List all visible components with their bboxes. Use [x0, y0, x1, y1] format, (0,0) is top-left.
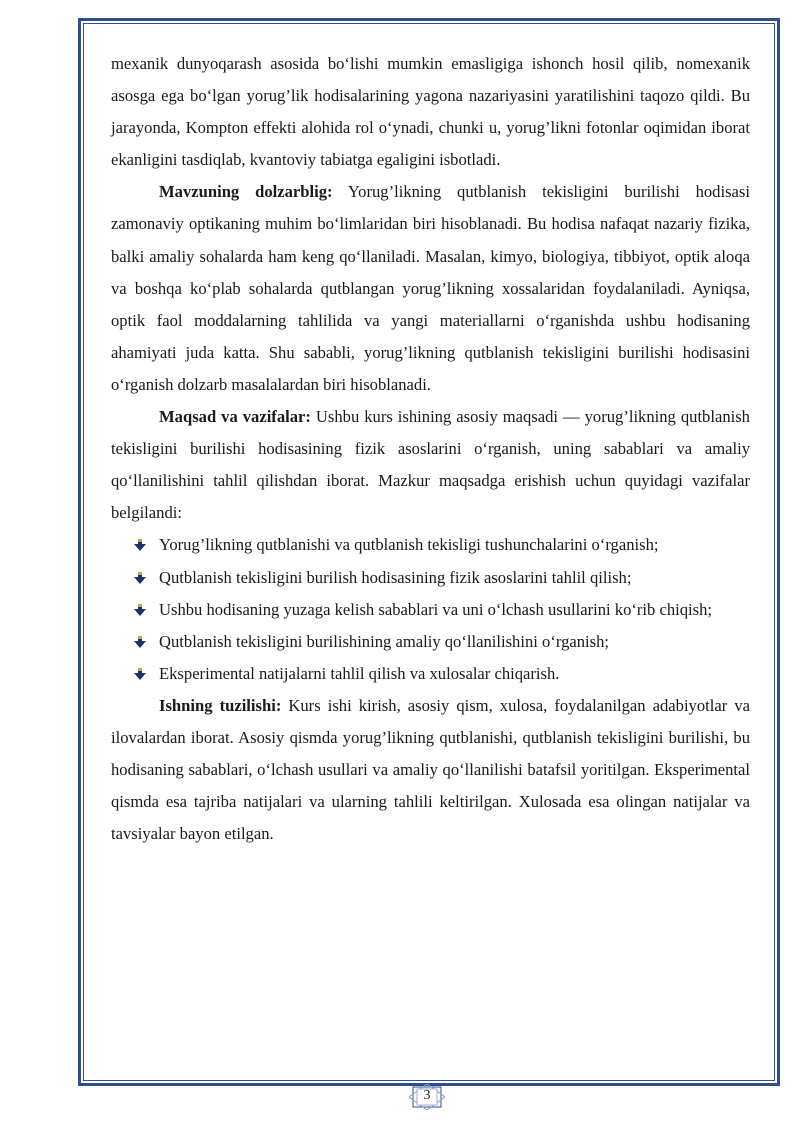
task-text: Qutblanish tekisligini burilish hodisasining fizik asoslarini tahlil qilish;: [159, 567, 632, 587]
list-item: [159, 594, 750, 626]
task-text: Yorug’likning qutblanishi va qutblanish tekisligi tushunchalarini o‘rganish;: [159, 535, 659, 555]
structure-paragraph: [111, 690, 750, 850]
task-text: Ushbu hodisaning yuzaga kelish sabablari va uni o‘lchash usullarini ko‘rib chiqish;: [159, 599, 713, 619]
list-item: [159, 529, 750, 561]
arrow-bullet-icon: [133, 635, 147, 649]
list-item: [159, 562, 750, 594]
arrow-bullet-icon: [133, 571, 147, 585]
list-item: [159, 658, 750, 690]
task-text: Eksperimental natijalarni tahlil qilish va xulosalar chiqarish.: [159, 663, 560, 683]
relevance-text: Yorug’likning qutblanish tekisligini burilishi hodisasi zamonaviy optikaning muhim bo‘limlaridan biri hisoblanadi. Bu hodisa nafaqat nazariy fizika, balki amaliy sohalarda ham keng qo‘llaniladi. Masalan, kimyo, biologiya, tibbiyot, optik aloqa va boshqa ko‘plab sohalarda qutblangan yorug’likning xossalaridan foydalaniladi. Ayniqsa, optik faol moddalarning tahlilida va yangi materiallarni o‘rganishda ushbu hodisaning ahamiyati juda katta. Shu sababli, yorug’likning qutblanish tekisligini burilishi hodisasini o‘rganish dolzarb masalalardan biri hisoblanadi.: [111, 182, 750, 394]
arrow-bullet-icon: [133, 667, 147, 681]
arrow-bullet-icon: [133, 538, 147, 552]
relevance-paragraph: [111, 176, 750, 401]
page-number: 3: [423, 1088, 431, 1103]
tasks-list: [111, 529, 750, 689]
arrow-bullet-icon: [133, 603, 147, 617]
list-item: [159, 626, 750, 658]
goals-paragraph: [111, 401, 750, 529]
goals-heading: Maqsad va vazifalar:: [159, 407, 311, 427]
goals-text: Ushbu kurs ishining asosiy maqsadi — yorug’likning qutblanish tekisligini burilishi hodisasining fizik asoslarini o‘rganish, uning sabablari va amaliy qo‘llanilishini tahlil qilishdan iborat. Mazkur maqsadga erishish uchun quyidagi vazifalar belgilandi:: [111, 407, 750, 523]
intro-paragraph: mexanik dunyoqarash asosida bo‘lishi mumkin emasligiga ishonch hosil qilib, nomexanik asosga ega bo‘lgan yorug’lik hodisalarining yagona nazariyasini yaratilishini taqozo qildi. Bu jarayonda, Kompton effekti alohida rol o‘ynadi, chunki u, yorug’likni fotonlar oqimidan iborat ekanligini tasdiqlab, kvantoviy tabiatga egaligini isbotladi.: [111, 54, 750, 170]
structure-heading: Ishning tuzilishi:: [159, 695, 282, 715]
page-content: [111, 48, 750, 850]
relevance-heading: Mavzuning dolzarblig:: [159, 182, 333, 202]
task-text: Qutblanish tekisligini burilishining amaliy qo‘llanilishini o‘rganish;: [159, 631, 610, 651]
structure-text: Kurs ishi kirish, asosiy qism, xulosa, foydalanilgan adabiyotlar va ilovalardan iborat. Asosiy qismda yorug’likning qutblanishi, qutblanish tekisligini burilishi, bu hodisaning sabablari, o‘lchash usullari va amaliy qo‘llanilishi batafsil yoritilgan. Eksperimental qismda esa tajriba natijalari va ularning tahlili keltirilgan. Xulosada esa olingan natijalar va tavsiyalar bayon etilgan.: [111, 695, 750, 844]
page-number-badge: [409, 1084, 445, 1110]
